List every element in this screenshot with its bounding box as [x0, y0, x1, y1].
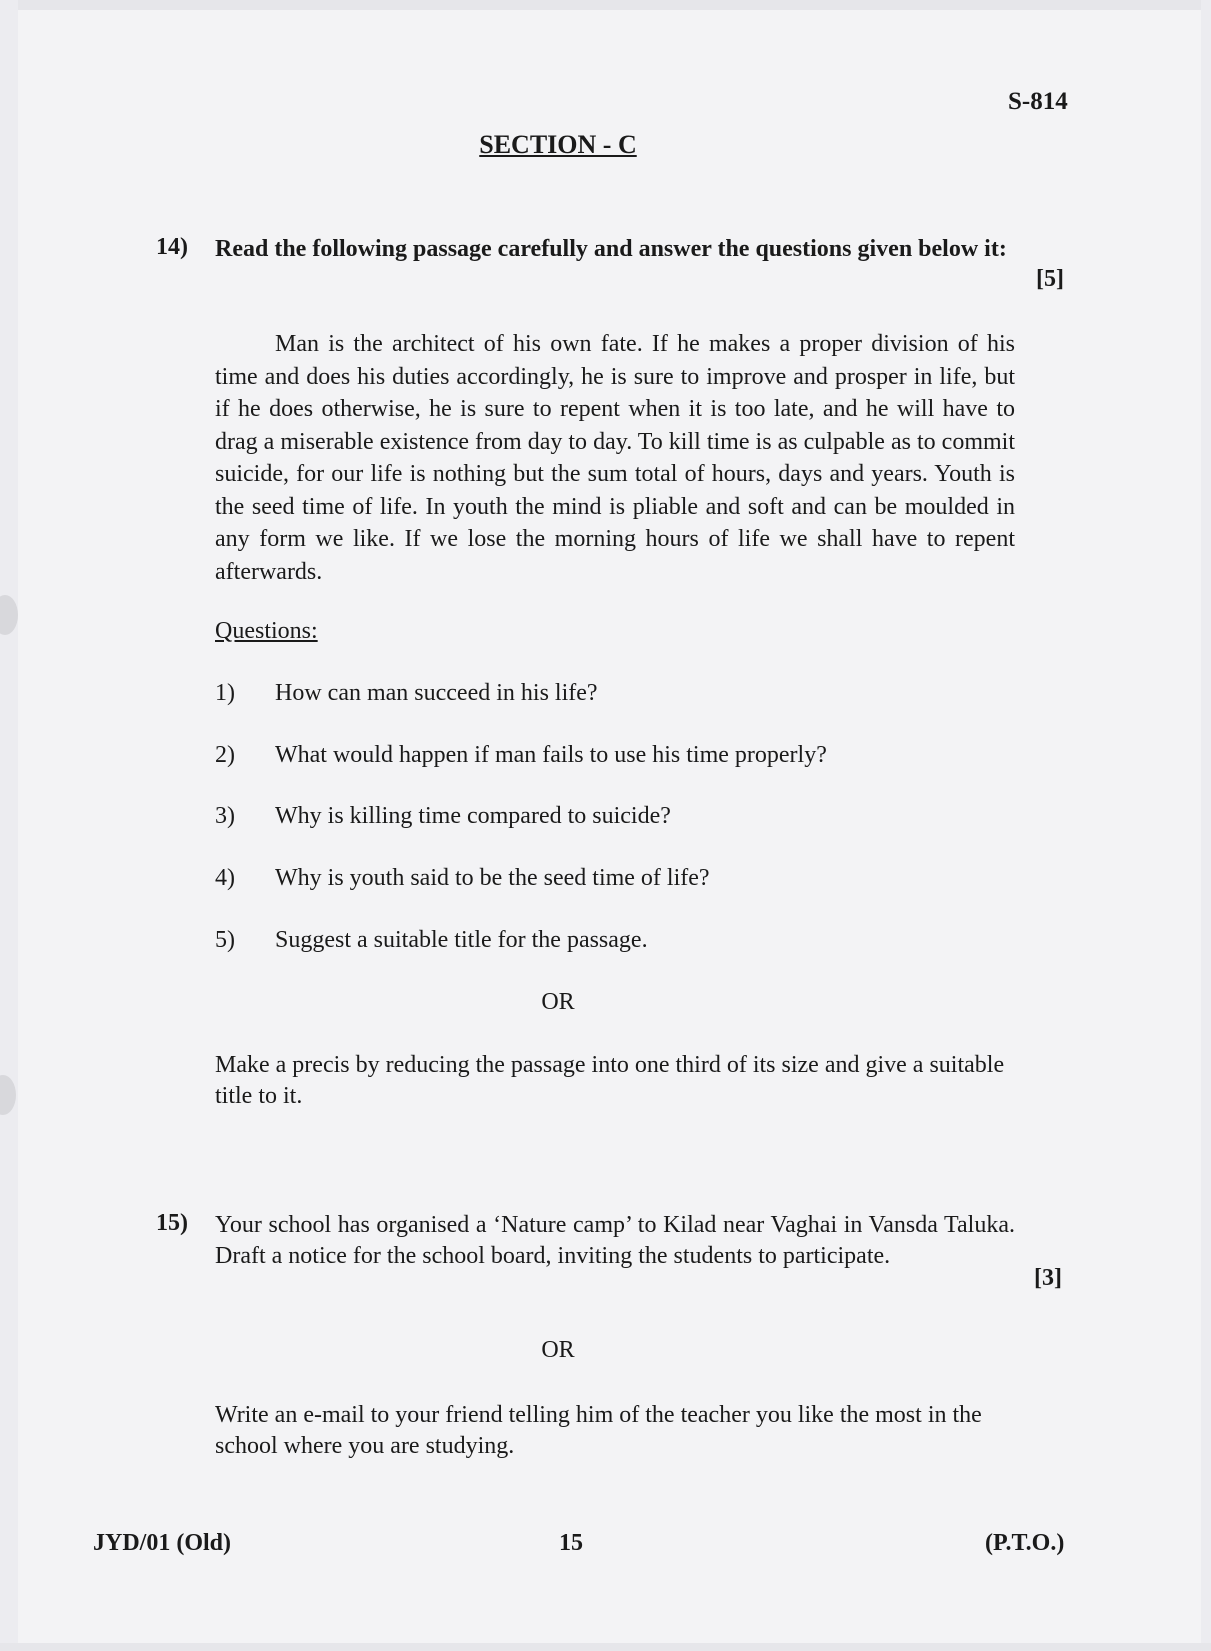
- question-15-or-label: OR: [541, 1337, 575, 1363]
- page-edge-top: [0, 0, 1211, 10]
- footer-paper-id: JYD/01 (Old): [93, 1530, 231, 1556]
- question-15-number: 15): [156, 1210, 188, 1236]
- sub-question-1: [215, 680, 598, 707]
- section-title: SECTION - C: [479, 130, 637, 159]
- question-15-marks: [3]: [1034, 1265, 1062, 1291]
- page-edge-right: [1201, 0, 1211, 1651]
- sub-question-text: What would happen if man fails to use his time properly?: [275, 742, 827, 768]
- footer-page-number: 15: [559, 1530, 583, 1556]
- question-15-text: Your school has organised a ‘Nature camp’ to Kilad near Vaghai in Vansda Taluka. Draft a notice for the school board, inviting the students to participate.: [215, 1212, 1015, 1269]
- sub-question-number: 5): [215, 927, 235, 953]
- question-14-alternative: Make a precis by reducing the passage into one third of its size and give a suitable title to it.: [215, 1052, 1005, 1109]
- footer-pto: (P.T.O.): [985, 1530, 1065, 1556]
- page-edge-bottom: [0, 1643, 1211, 1651]
- sub-question-number: 2): [215, 742, 235, 768]
- sub-question-text: How can man succeed in his life?: [275, 680, 598, 706]
- sub-question-5: [215, 927, 648, 954]
- sub-question-text: Why is youth said to be the seed time of life?: [275, 865, 710, 891]
- questions-heading: Questions:: [215, 618, 318, 644]
- question-15-alternative: Write an e-mail to your friend telling him of the teacher you like the most in the school where you are studying.: [215, 1402, 982, 1459]
- question-14-or-label: OR: [541, 989, 575, 1015]
- question-14-instruction: Read the following passage carefully and answer the questions given below it:: [215, 236, 1007, 262]
- sub-question-text: Suggest a suitable title for the passage.: [275, 927, 648, 953]
- sub-question-number: 4): [215, 865, 235, 891]
- sub-question-text: Why is killing time compared to suicide?: [275, 803, 671, 829]
- sub-question-number: 1): [215, 680, 235, 706]
- page-edge-left: [0, 0, 18, 1651]
- sub-question-number: 3): [215, 803, 235, 829]
- comprehension-passage: Man is the architect of his own fate. If he makes a proper division of his time and does his duties accordingly, he is sure to improve and prosper in life, but if he does otherwise, he is sure to repent when it is too late, and he will have to drag a miserable existence from day to day. To kill time is as culpable as to commit suicide, for our life is nothing but the sum total of hours, days and years. Youth is the seed time of life. In youth the mind is pliable and soft and can be moulded in any form we like. If we lose the morning hours of life we shall have to repent afterwards.: [215, 331, 1015, 585]
- question-14-number: 14): [156, 234, 188, 260]
- paper-code: S-814: [1008, 88, 1068, 115]
- sub-question-4: [215, 865, 710, 892]
- question-14-marks: [5]: [1036, 266, 1064, 292]
- sub-question-3: [215, 803, 671, 830]
- sub-question-2: [215, 742, 827, 769]
